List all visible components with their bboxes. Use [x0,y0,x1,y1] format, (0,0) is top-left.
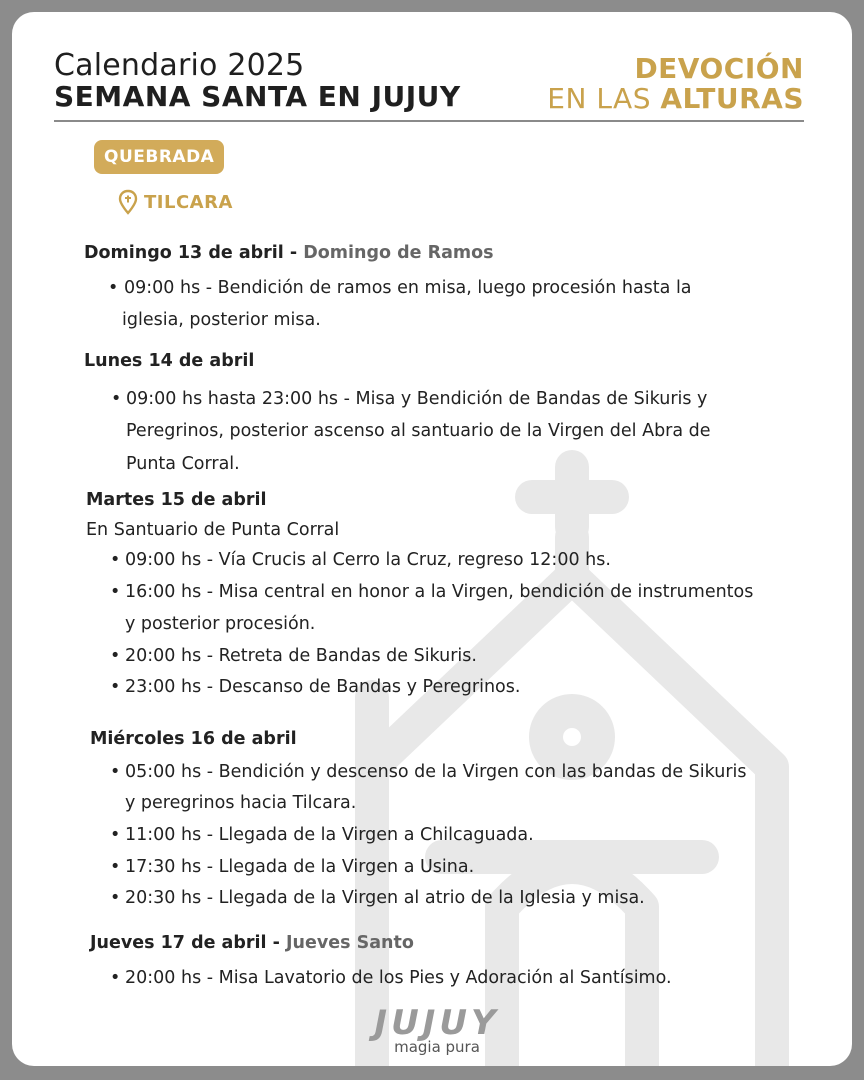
event-line: 09:00 hs hasta 23:00 hs - Misa y Bendición de Bandas de Sikuris y [126,389,708,409]
bullet: • [108,278,119,298]
brand-line-1: DEVOCIÓN [634,52,804,85]
day-heading: Jueves 17 de abril - Jueves Santo [90,933,414,953]
bullet: • [110,857,121,877]
event-line: 16:00 hs - Misa central en honor a la Virgen, bendición de instrumentos [125,582,754,602]
bullet: • [110,825,121,845]
event-line: y posterior procesión. [125,614,316,634]
bullet: • [110,762,121,782]
logo-tagline: magia pura [394,1038,480,1056]
event-line: Peregrinos, posterior ascenso al santuario de la Virgen del Abra de [126,421,711,441]
event-line: 09:00 hs - Bendición de ramos en misa, luego procesión hasta la [124,278,692,298]
bullet: • [110,646,121,666]
event-line: y peregrinos hacia Tilcara. [125,793,357,813]
event-line: 23:00 hs - Descanso de Bandas y Peregrinos. [125,677,521,697]
event-line: 05:00 hs - Bendición y descenso de la Virgen con las bandas de Sikuris [125,762,747,782]
header-divider [54,120,804,122]
location-label: TILCARA [118,188,233,216]
day-note: En Santuario de Punta Corral [86,520,340,540]
jujuy-logo [372,1005,502,1055]
bullet: • [110,677,121,697]
bullet: • [111,389,122,409]
day-heading: Lunes 14 de abril [84,351,255,371]
region-badge: QUEBRADA [94,140,224,174]
logo-wordmark: JUJUY [374,1003,500,1043]
event-line: 20:30 hs - Llegada de la Virgen al atrio de la Iglesia y misa. [125,888,645,908]
event-line: iglesia, posterior misa. [122,310,321,330]
bullet: • [110,582,121,602]
day-heading: Martes 15 de abril [86,490,267,510]
calendar-title: Calendario 2025 [54,48,305,83]
event-line: Punta Corral. [126,454,240,474]
brand-line-2: EN LAS ALTURAS [547,82,804,115]
event-title: SEMANA SANTA EN JUJUY [54,80,461,113]
event-line: 09:00 hs - Vía Crucis al Cerro la Cruz, regreso 12:00 hs. [125,550,611,570]
event-line: 20:00 hs - Retreta de Bandas de Sikuris. [125,646,477,666]
event-line: 17:30 hs - Llegada de la Virgen a Usina. [125,857,475,877]
event-line: 20:00 hs - Misa Lavatorio de los Pies y Adoración al Santísimo. [125,968,672,988]
bullet: • [110,968,121,988]
day-heading: Domingo 13 de abril - Domingo de Ramos [84,243,494,263]
bullet: • [110,550,121,570]
event-line: 11:00 hs - Llegada de la Virgen a Chilcaguada. [125,825,534,845]
bullet: • [110,888,121,908]
schedule-card [12,12,852,1066]
day-heading: Miércoles 16 de abril [90,729,297,749]
map-pin-icon [118,189,138,215]
